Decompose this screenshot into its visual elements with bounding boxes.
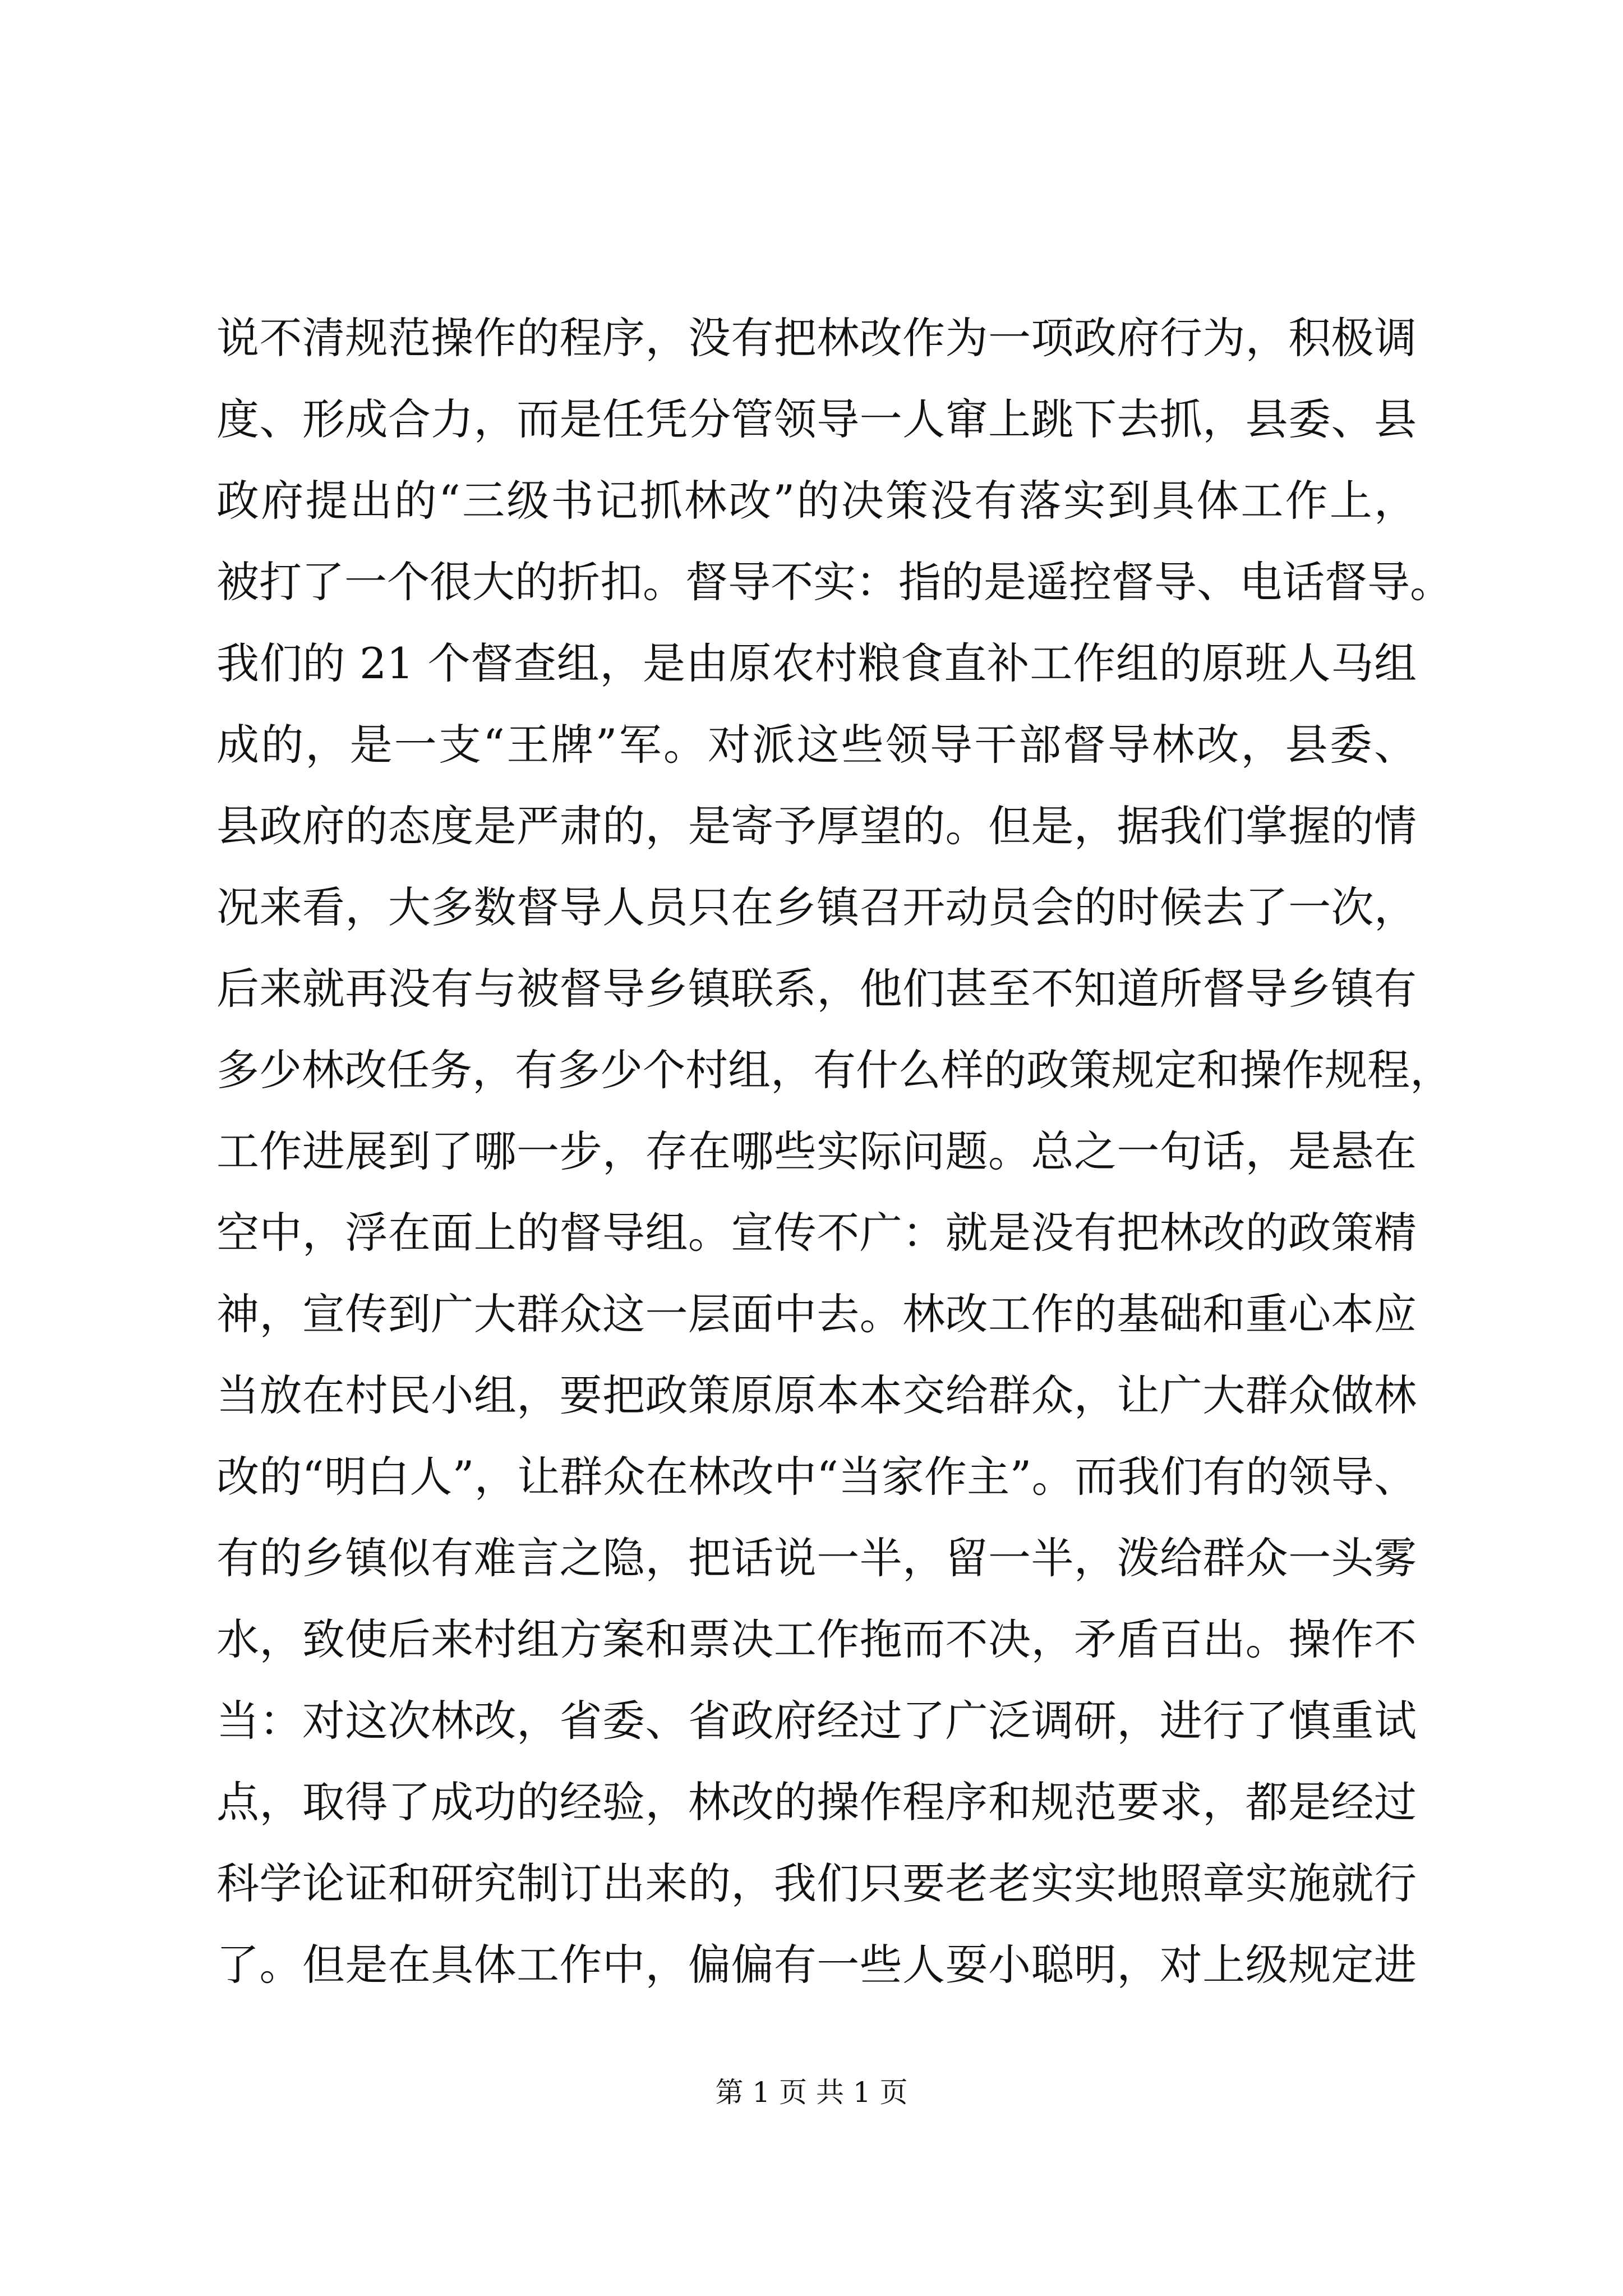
text-line: 有的乡镇似有难言之隐，把话说一半，留一半，泼给群众一头雾 — [216, 1533, 1417, 1583]
text-line: 度、形成合力，而是任凭分管领导一人窜上跳下去抓，县委、县 — [216, 394, 1417, 444]
text-line: 当放在村民小组，要把政策原原本本交给群众，让广大群众做林 — [216, 1370, 1417, 1420]
text-line: 我们的 21 个督查组，是由原农村粮食直补工作组的原班人马组 — [216, 638, 1417, 688]
text-line: 当：对这次林改，省委、省政府经过了广泛调研，进行了慎重试 — [216, 1696, 1417, 1746]
text-line: 况来看，大多数督导人员只在乡镇召开动员会的时候去了一次， — [216, 882, 1417, 932]
text-line: 科学论证和研究制订出来的，我们只要老老实实地照章实施就行 — [216, 1858, 1417, 1908]
text-line: 点，取得了成功的经验，林改的操作程序和规范要求，都是经过 — [216, 1777, 1417, 1827]
text-line: 政府提出的“三级书记抓林改”的决策没有落实到具体工作上， — [216, 476, 1417, 526]
text-line: 神，宣传到广大群众这一层面中去。林改工作的基础和重心本应 — [216, 1289, 1417, 1339]
document-body — [216, 297, 1453, 2005]
text-line: 说不清规范操作的程序，没有把林改作为一项政府行为，积极调 — [216, 313, 1417, 363]
page-footer: 第 1 页 共 1 页 — [715, 2076, 908, 2109]
text-line: 了。但是在具体工作中，偏偏有一些人耍小聪明，对上级规定进 — [216, 1940, 1417, 1990]
text-line: 水，致使后来村组方案和票决工作拖而不决，矛盾百出。操作不 — [216, 1614, 1417, 1664]
text-line: 后来就再没有与被督导乡镇联系，他们甚至不知道所督导乡镇有 — [216, 964, 1417, 1014]
text-line: 被打了一个很大的折扣。督导不实：指的是遥控督导、电话督导。 — [216, 557, 1453, 607]
text-line: 工作进展到了哪一步，存在哪些实际问题。总之一句话，是悬在 — [216, 1126, 1417, 1176]
text-line: 改的“明白人”，让群众在林改中“当家作主”。而我们有的领导、 — [216, 1452, 1417, 1502]
text-line: 空中，浮在面上的督导组。宣传不广：就是没有把林改的政策精 — [216, 1208, 1417, 1258]
text-line: 成的，是一支“王牌”军。对派这些领导干部督导林改，县委、 — [216, 720, 1417, 770]
text-line: 多少林改任务，有多少个村组，有什么样的政策规定和操作规程， — [216, 1045, 1453, 1095]
text-line: 县政府的态度是严肃的，是寄予厚望的。但是，据我们掌握的情 — [216, 801, 1417, 851]
